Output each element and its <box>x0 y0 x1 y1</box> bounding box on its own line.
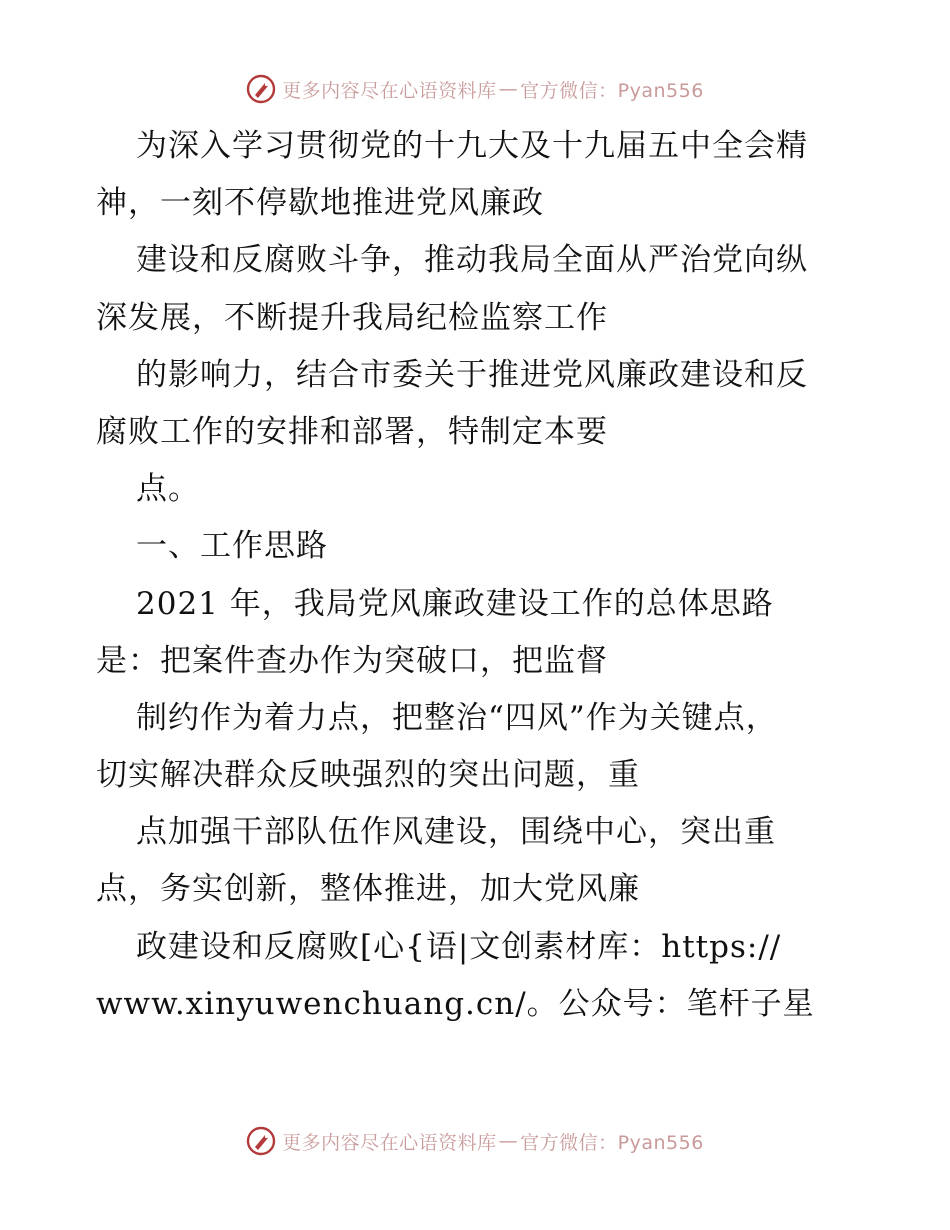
body-line: 的影响力，结合市委关于推进党风廉政建设和反 <box>136 356 808 393</box>
body-line: 点。 <box>136 471 200 508</box>
body-line: 点，务实创新，整体推进，加大党风廉 <box>96 871 640 908</box>
body-line: 切实解决群众反映强烈的突出问题，重 <box>96 757 640 794</box>
watermark-separator: — <box>498 78 519 100</box>
watermark-brand-text: 更多内容尽在心语资料库 <box>282 79 497 102</box>
section-heading: 一、工作思路 <box>136 528 328 565</box>
header-watermark <box>0 72 950 106</box>
body-line: 是：把案件查办作为突破口，把监督 <box>96 642 608 679</box>
document-body <box>96 118 866 1033</box>
body-line: 制约作为着力点，把整治“四风”作为关键点， <box>136 699 778 736</box>
body-line: 腐败工作的安排和部署，特制定本要 <box>96 413 608 450</box>
pen-nib-logo-icon <box>246 1126 276 1156</box>
footer-watermark <box>0 1124 950 1158</box>
body-line: 神，一刻不停歇地推进党风廉政 <box>96 185 544 222</box>
watermark-contact-text: 官方微信：Pyan556 <box>520 79 704 102</box>
body-line: www.xinyuwenchuang.cn/。公众号：笔杆子星 <box>96 985 815 1022</box>
body-line: 深发展，不断提升我局纪检监察工作 <box>96 299 608 336</box>
body-line: 为深入学习贯彻党的十九大及十九届五中全会精 <box>136 128 808 164</box>
pen-nib-logo-icon <box>246 74 276 104</box>
body-line: 政建设和反腐败[心{语|文创素材库：https:// <box>136 928 782 965</box>
watermark-brand-text: 更多内容尽在心语资料库 <box>282 1131 497 1154</box>
watermark-contact-text: 官方微信：Pyan556 <box>520 1131 704 1154</box>
body-line: 2021 年，我局党风廉政建设工作的总体思路 <box>136 585 774 622</box>
body-line: 建设和反腐败斗争，推动我局全面从严治党向纵 <box>136 242 808 279</box>
body-line: 点加强干部队伍作风建设，围绕中心，突出重 <box>136 814 776 851</box>
watermark-separator: — <box>498 1130 519 1152</box>
